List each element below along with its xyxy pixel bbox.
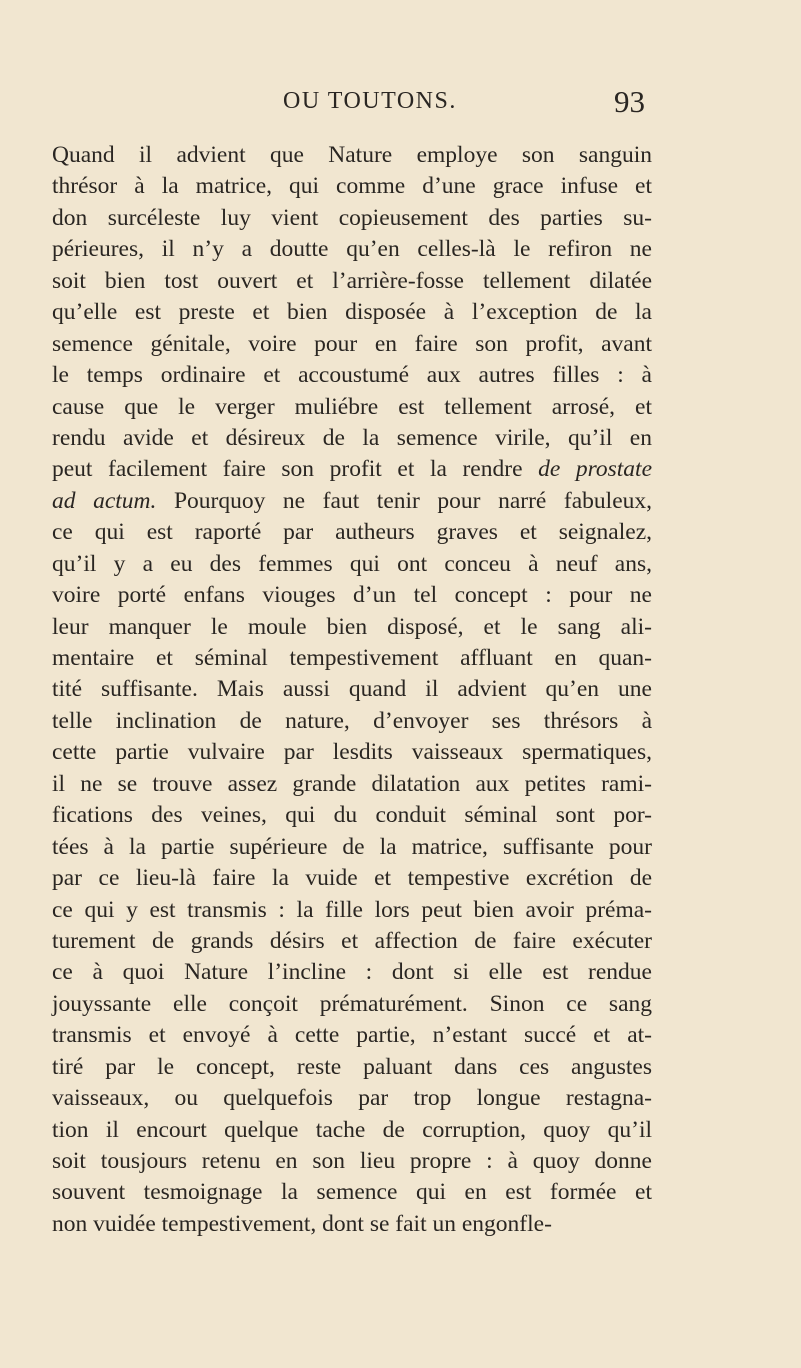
text-line: rendu avide et désireux de la semence virile, qu’il en (52, 424, 652, 451)
text-line: ce à quoi Nature l’incline : dont si elle est rendue (52, 959, 652, 986)
text-line: soit tousjours retenu en son lieu propre : à quoy donne (52, 1148, 652, 1174)
text-line-with-italic (52, 454, 652, 485)
text-line: vaisseaux, ou quelquefois par trop longue restagna- (52, 1085, 652, 1112)
running-title: OU TOUTONS. (283, 88, 457, 114)
text-line: leur manquer le moule bien disposé, et le sang ali- (52, 613, 652, 640)
text-line: ce qui y est transmis : la fille lors peut bien avoir préma- (52, 896, 652, 923)
text-line: soit bien tost ouvert et l’arrière-fosse tellement dilatée (52, 267, 652, 294)
text-line: telle inclination de nature, d’envoyer ses thrésors à (52, 707, 652, 734)
text-segment: peut facilement faire son profit et la rendre (52, 456, 523, 483)
text-line: cause que le verger muliébre est tellement arrosé, et (52, 393, 652, 420)
text-line: qu’elle est preste et bien disposée à l’exception de la (52, 299, 652, 326)
italic-phrase: de prostate (538, 456, 652, 483)
text-segment: Pourquoy ne faut tenir pour narré fabuleux, (156, 487, 652, 514)
text-line: le temps ordinaire et accoustumé aux autres filles : à (52, 362, 652, 389)
text-line: ce qui est raporté par autheurs graves et seignalez, (52, 519, 652, 546)
body-text (52, 140, 652, 1240)
text-line: mentaire et séminal tempestivement affluant en quan- (52, 645, 652, 671)
text-line: transmis et envoyé à cette partie, n’estant succé et at- (52, 1022, 652, 1049)
text-line: souvent tesmoignage la semence qui en est formée et (52, 1179, 652, 1206)
italic-phrase: ad actum. (52, 487, 157, 514)
text-line: tité suffisante. Mais aussi quand il advient qu’en une (52, 676, 652, 703)
text-line: fications des veines, qui du conduit séminal sont por- (52, 802, 652, 829)
text-line: qu’il y a eu des femmes qui ont conceu à neuf ans, (52, 550, 652, 577)
text-line-with-italic (52, 486, 652, 517)
text-line: périeures, il n’y a doutte qu’en celles-là le refiron ne (52, 236, 652, 263)
running-head (0, 82, 801, 122)
text-line: tées à la partie supérieure de la matrice, suffisante pour (52, 833, 652, 860)
text-line: voire porté enfans viouges d’un tel concept : pour ne (52, 582, 652, 609)
text-line: turement de grands désirs et affection de faire exécuter (52, 927, 652, 954)
text-line: jouyssante elle conçoit prématurément. Sinon ce sang (52, 990, 652, 1017)
text-line: tiré par le concept, reste paluant dans ces angustes (52, 1053, 652, 1080)
text-line: par ce lieu-là faire la vuide et tempestive excrétion de (52, 865, 652, 892)
page-number: 93 (614, 84, 645, 119)
text-line: don surcéleste luy vient copieusement des parties su- (52, 204, 652, 231)
text-line: il ne se trouve assez grande dilatation aux petites rami- (52, 770, 652, 797)
text-line: Quand il advient que Nature employe son sanguin (52, 142, 652, 168)
text-line: thrésor à la matrice, qui comme d’une grace infuse et (52, 173, 652, 200)
text-line: semence génitale, voire pour en faire son profit, avant (52, 330, 652, 357)
text-line: cette partie vulvaire par lesdits vaisseaux spermatiques, (52, 739, 652, 766)
text-line: tion il encourt quelque tache de corruption, quoy qu’il (52, 1116, 652, 1143)
text-line: non vuidée tempestivement, dont se fait un engonfle- (52, 1210, 552, 1237)
